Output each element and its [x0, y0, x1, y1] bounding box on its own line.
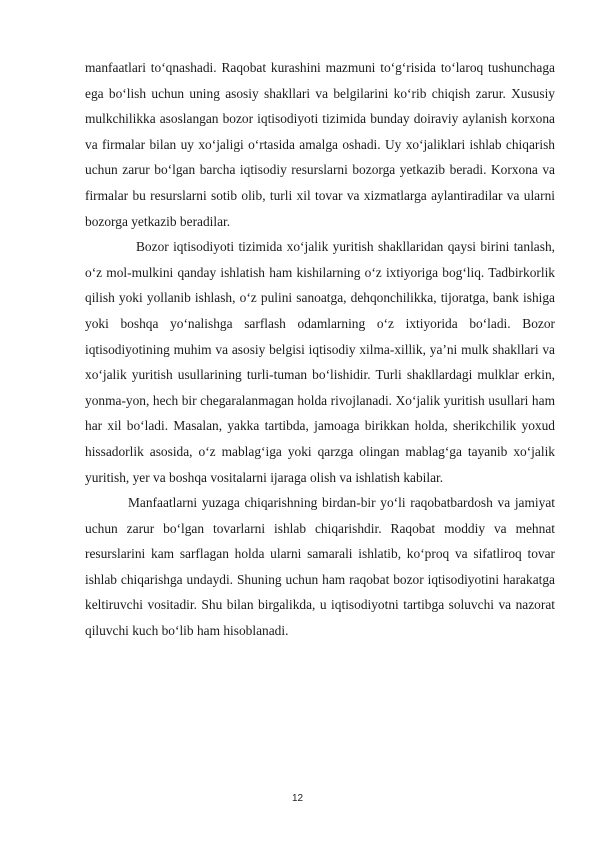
document-body: [85, 55, 555, 644]
paragraph-3: Manfaatlarni yuzaga chiqarishning birdan-bir yo‘li raqobatbardosh va jamiyat uchun zarur bo‘lgan tovarlarni ishlab chiqarishdir. Raqobat moddiy va mehnat resurslarini kam sarflagan holda ularni samarali ishlatib, ko‘proq va sifatliroq tovar ishlab chiqarishga undaydi. Shuning uchun ham raqobat bozor iqtisodiyotini harakatga keltiruvchi vositadir. Shu bilan birgalikda, u iqtisodiyotni tartibga soluvchi va nazorat qiluvchi kuch bo‘lib ham hisoblanadi.: [85, 495, 555, 639]
paragraph-2: Bozor iqtisodiyoti tizimida xo‘jalik yuritish shakllaridan qaysi birini tanlash, o‘z mol-mulkini qanday ishlatish ham kishilarning o‘z ixtiyoriga bog‘liq. Tadbirkorlik qilish yoki yollanib ishlash, o‘z pulini sanoatga, dehqonchilikka, tijoratga, bank ishiga yoki boshqa yo‘nalishga sarflash odamlarning o‘z ixtiyorida bo‘ladi. Bozor iqtisodiyotining muhim va asosiy belgisi iqtisodiy xilma-xillik, ya’ni mulk shakllari va xo‘jalik yuritish usullarining turli-tuman bo‘lishidir. Turli shakllardagi mulklar erkin, yonma-yon, hech bir chegaralanmagan holda rivojlanadi. Xo‘jalik yuritish usullari ham har xil bo‘ladi. Masalan, yakka tartibda, jamoaga birikkan holda, sherikchilik yoxud hissadorlik asosida, o‘z mablag‘iga yoki qarzga olingan mablag‘ga tayanib xo‘jalik yuritish, yer va boshqa vositalarni ijaraga olish va ishlatish kabilar.: [85, 239, 555, 485]
page-number: 12: [291, 793, 304, 804]
paragraph-1: manfaatlari to‘qnashadi. Raqobat kurashini mazmuni to‘g‘risida to‘laroq tushunchaga ega bo‘lish uchun uning asosiy shakllari va belgilarini ko‘rib chiqish zarur. Xususiy mulkchilikka asoslangan bozor iqtisodiyoti tizimida bunday doiraviy aylanish korxona va firmalar bilan uy xo‘jaligi o‘rtasida amalga oshadi. Uy xo‘jaliklari ishlab chiqarish uchun zarur bo‘lgan barcha iqtisodiy resurslarni bozorga yetkazib beradi. Korxona va firmalar bu resurslarni sotib olib, turli xil tovar va xizmatlarga aylantiradilar va ularni bozorga yetkazib beradilar.: [85, 60, 555, 229]
